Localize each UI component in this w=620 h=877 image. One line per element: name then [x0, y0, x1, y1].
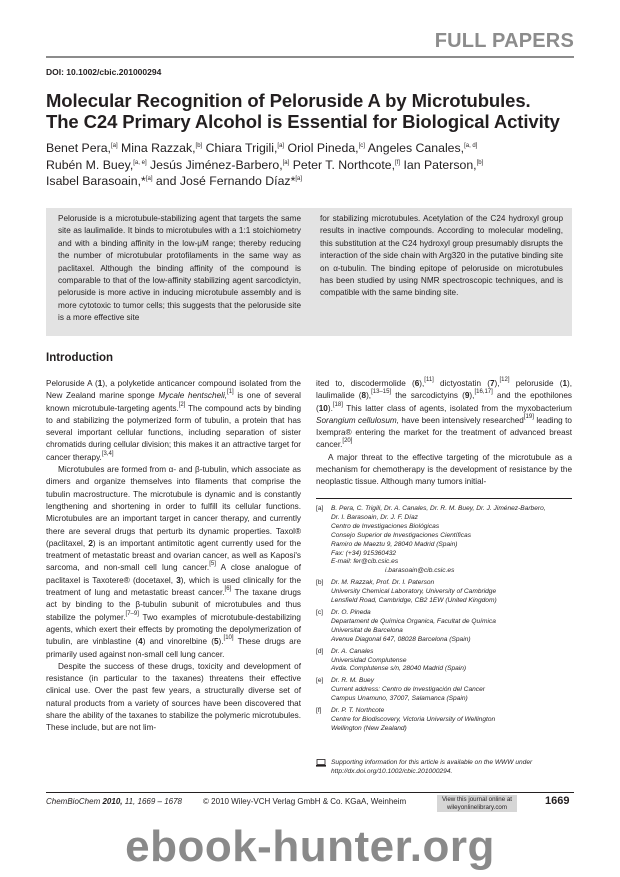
- citation[interactable]: [12]: [499, 377, 510, 383]
- paragraph: Microtubules are formed from α- and β-tubulin, which associate as dimers and organize themselves into filaments that comprise the tubulin macrostructure. The microtubule is dynamic and is constantly lengthening and shortening in order to fulfill its cellular functions. Microtubules are an important target in cancer therapy, and currently there are several drugs that perturb its dynamic properties. Taxol® (paclitaxel, 2) is an important antimitotic agent currently used for the treatment of metastatic breast and ovarian cancer, as well as Kaposi's sarcoma, and non-small cell lung cancer.[5] A close analogue of paclitaxel is Taxotere® (docetaxel, 3), which is used clinically for the treatment of lung and metastatic breast cancer.[6] The taxane drugs act by binding to the β-tubulin subunit of microtubules and thus stabilize the polymer.[7–9] Two examples of microtubule-destabilizing agents, which exert their effects by promoting the depolymerization of tubulin, are vinblastine (4) and vinorelbine (5).[10] These drugs are primarily used against non-small cell lung cancer.: [46, 465, 302, 659]
- author-affiliation: [c]: [358, 143, 365, 149]
- author-affiliation: [a]: [110, 143, 118, 149]
- watermark: ebook-hunter.org: [125, 822, 495, 871]
- affiliation-label: [d]: [316, 647, 324, 655]
- compound-number: 9: [464, 391, 470, 401]
- journal-name: ChemBioChem: [46, 797, 101, 806]
- author-affiliation: [b]: [195, 143, 203, 149]
- compound-number: 10: [318, 403, 328, 413]
- supporting-info-text: Supporting information for this article is available on the WWW under: [331, 759, 533, 766]
- compound-number: 6: [414, 379, 420, 388]
- paragraph: Peloruside A (1), a polyketide anticancer compound isolated from the New Zealand marine sponge Mycale hentscheli,[1] is one of several known microtubule-targeting agents.[2] The compound acts by binding to and stabilizing the polymerized form of tubulin, a protein that has several important cellular functions, including separation of sister chromatids during cellular division; this makes it an attractive target for cancer therapy.[3,4]: [46, 379, 302, 462]
- species-name: Sorangium cellulosum,: [316, 415, 399, 425]
- citation[interactable]: [19]: [523, 413, 534, 420]
- paragraph: A major threat to the effective targeting of the microtubule as a mechanism for chemotherapy is the development of resistance by the neoplastic tissue. Although many tumors initial-: [316, 452, 572, 487]
- affiliation-b: [b] Dr. M. Razzak, Prof. Dr. I. Paterson University Chemical Laboratory, University of Cambridge Lensfield Road, Cambridge, CB2 1EW (United Kingdom): [316, 579, 497, 605]
- author-list: [46, 140, 586, 190]
- citation[interactable]: [13–15]: [371, 389, 392, 396]
- author-affiliation: [a]: [295, 176, 303, 182]
- page-number: 1669: [545, 795, 570, 807]
- author-affiliation: [f]: [395, 159, 401, 166]
- compound-number: 2: [88, 538, 93, 548]
- author-name: Isabel Barasoain,*: [46, 174, 146, 188]
- affiliation-c: [c] Dr. O. Pineda Departament de Química Organica, Facultat de Química Universitat de Barcelona Avenue Diagonal 647, 08028 Barcelona (Spain): [316, 608, 496, 643]
- doi[interactable]: DOI: 10.1002/cbic.201000294: [46, 67, 162, 77]
- article-title: [46, 90, 586, 132]
- affiliations: [316, 505, 572, 737]
- citation[interactable]: [6]: [224, 586, 232, 593]
- body-right-column: [316, 378, 572, 489]
- affiliation-label: [e]: [316, 677, 324, 685]
- author-name: Peter T. Northcote,: [292, 157, 396, 172]
- header-rule: [46, 56, 574, 58]
- paragraph: Despite the success of these drugs, toxicity and development of resistance (in particular to the taxanes) threatens their effective clinical use. Over the past few years, a structurally diverse set of natural products from a variety of sources have been discovered that share the ability of the taxanes to stabilize the polymeric microtubules. These include, but are not lim-: [46, 661, 301, 733]
- affiliation-d: [d] Dr. A. Canales Universidad Complutense Avda. Complutense s/n, 28040 Madrid (Spain): [316, 647, 467, 673]
- email-link[interactable]: E-mail: fer@cib.csic.es: [331, 558, 399, 566]
- journal-year: 2010,: [102, 797, 123, 806]
- affiliation-e: [e] Dr. R. M. Buey Current address: Centro de Investigación del Cancer Campus Unamuno, 37007, Salamanca (Spain): [316, 677, 485, 703]
- citation[interactable]: [5]: [209, 561, 216, 568]
- citation[interactable]: [2]: [178, 401, 186, 408]
- abstract-left-column: Peloruside is a microtubule-stabilizing agent that targets the same site as laulimalide. It binds to microtubules with a 1:1 stoichiometry and with a binding affinity in the low-μM range; thereby reducing the number of microtubular protofilaments in the same way as paclitaxel. Although the binding affinity of the compound is comparable to that of the low-affinity stabilizing agent sarcodictyin, peloruside is more active in inducing microtubule assembly and is more cytotoxic to tumor cells; this suggests that the peloruside site is a more effective site: [58, 214, 301, 323]
- author-name: and José Fernando Díaz*: [155, 174, 296, 188]
- body-left-column: [46, 378, 301, 735]
- citation[interactable]: [10]: [223, 635, 234, 642]
- author-affiliation: [a]: [145, 176, 153, 182]
- footer-citation: [46, 797, 182, 806]
- compound-number: 1: [97, 379, 103, 388]
- footer-copyright: © 2010 Wiley-VCH Verlag GmbH & Co. KGaA, Weinheim: [203, 797, 407, 806]
- section-header: FULL PAPERS: [434, 30, 574, 52]
- compound-number: 4: [138, 637, 143, 647]
- abstract: [46, 208, 572, 336]
- email-link[interactable]: i.barasoain@cib.csic.es: [385, 567, 455, 575]
- author-name: Rubén M. Buey,: [46, 157, 134, 172]
- computer-icon: [316, 759, 326, 767]
- compound-number: 5: [213, 637, 219, 647]
- compound-number: 7: [489, 379, 495, 388]
- abstract-right-column: for stabilizing microtubules. Acetylation of the C24 hydroxyl group results in inactive compounds. According to molecular modeling, this substitution at the C24 hydroxyl group presumably disrupts the interaction of the side chain with Arg320 in the putative binding site on α-tubulin. The binding epitope of peloruside on microtubules has been studied by using NMR spectroscopic techniques, and is compatible with the same binding site.: [320, 214, 563, 298]
- section-heading-introduction: Introduction: [46, 352, 114, 364]
- author-name: Angeles Canales,: [367, 141, 465, 155]
- author-name: Oriol Pineda,: [287, 141, 359, 155]
- supporting-information: [316, 759, 572, 777]
- author-affiliation: [b]: [476, 159, 484, 166]
- author-name: Mina Razzak,: [121, 141, 196, 155]
- author-name: Ian Paterson,: [403, 157, 477, 172]
- affiliation-label: [b]: [316, 579, 324, 587]
- title-line-2: The C24 Primary Alcohol is Essential for Biological Activity: [46, 111, 560, 132]
- paragraph: ited to, discodermolide (6),[11] dictyostatin (7),[12] peloruside (1), laulimalide (8),[13–15] the sarcodictyins (9),[16,17] and the epothilones (10).[18] This latter class of agents, isolated from the myxobacterium Sorangium cellulosum, have been intensively researched[19] leading to Ixempra® entering the market for the treatment of advanced breast cancer.[20]: [316, 377, 573, 450]
- author-affiliation: [a]: [277, 143, 285, 149]
- affiliation-a: [a] B. Pera, C. Trigili, Dr. A. Canales, Dr. R. M. Buey, Dr. J. Jiménez-Barbero, Dr. I. Barasoain, Dr. J. F. Díaz Centro de Investigaciones Biológicas Consejo Superior de Investigaciones Científicas Ramiro de Maeztu 9, 28040 Madrid (Spain) Fax: (+34) 915360432 E-mail: fer@cib.csic.es i.barasoain@cib.csic.es: [316, 505, 572, 576]
- author-affiliation: [a]: [282, 159, 290, 166]
- compound-number: 3: [176, 575, 181, 585]
- author-affiliation: [a, e]: [133, 159, 147, 166]
- citation[interactable]: [3,4]: [101, 450, 114, 457]
- author-name: Chiara Trigili,: [205, 141, 278, 155]
- title-line-1: Molecular Recognition of Peloruside A by Microtubules.: [46, 90, 531, 111]
- journal-volume: 11,: [124, 797, 136, 806]
- affiliation-label: [a]: [316, 505, 324, 512]
- online-badge[interactable]: View this journal online at wileyonlinelibrary.com: [437, 795, 517, 812]
- species-name: Mycale hentscheli,: [158, 391, 228, 401]
- citation[interactable]: [11]: [424, 377, 434, 383]
- citation[interactable]: [16,17]: [474, 389, 493, 396]
- compound-number: 1: [562, 379, 567, 388]
- supporting-info-link[interactable]: http://dx.doi.org/10.1002/cbic.201000294.: [331, 767, 453, 775]
- affiliation-f: [f] Dr. P. T. Northcote Centre for Biodiscovery, Victoria University of Wellington Wellington (New Zealand): [316, 707, 496, 732]
- journal-pages: 1669 – 1678: [137, 797, 183, 806]
- citation[interactable]: [1]: [227, 389, 234, 396]
- author-affiliation: [a, d]: [464, 143, 478, 149]
- author-name: Benet Pera,: [46, 141, 111, 155]
- affiliation-label: [f]: [316, 707, 322, 715]
- footer-rule: [46, 792, 574, 793]
- affiliations-rule: [316, 498, 572, 499]
- citation[interactable]: [7–9]: [125, 610, 139, 617]
- author-name: Jesús Jiménez-Barbero,: [150, 157, 283, 172]
- compound-number: 8: [361, 391, 367, 401]
- affiliation-label: [c]: [316, 608, 323, 616]
- citation[interactable]: [20]: [342, 438, 353, 445]
- citation[interactable]: [18]: [332, 401, 343, 408]
